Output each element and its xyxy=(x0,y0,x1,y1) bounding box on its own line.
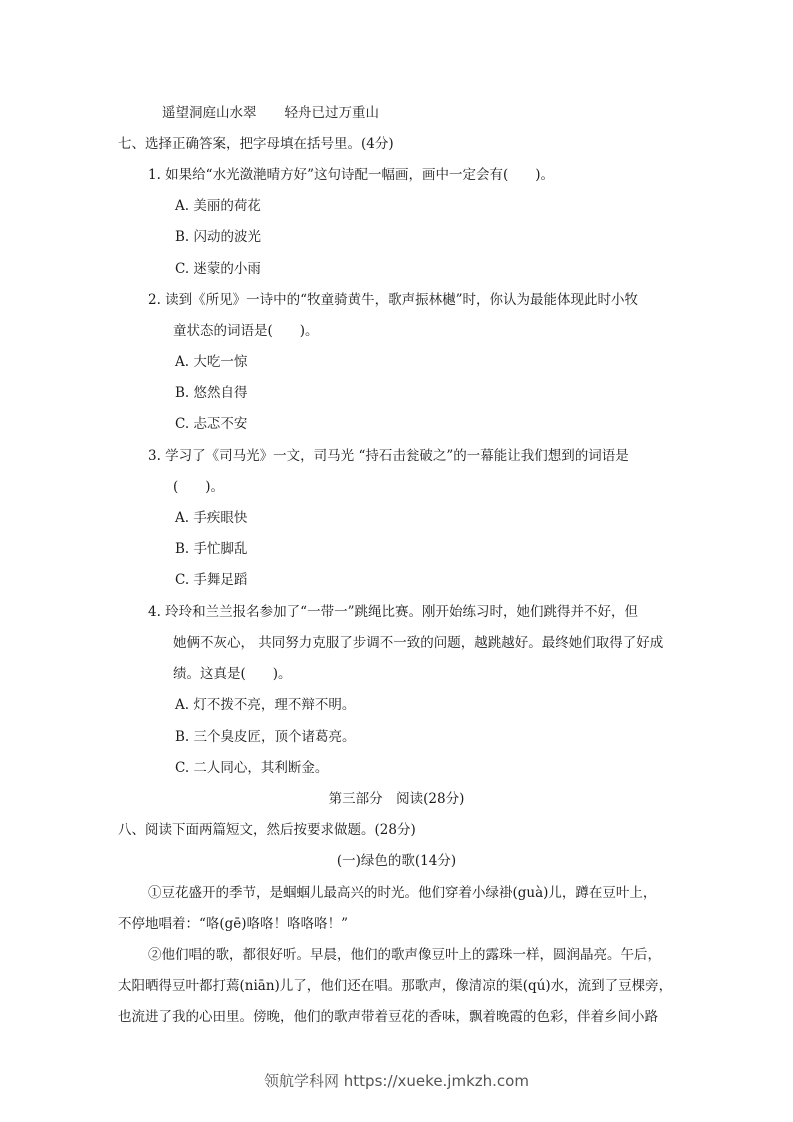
q1-option-a: A. 美丽的荷花 xyxy=(175,198,261,214)
paragraph-1: ①豆花盛开的季节，是蝈蝈儿最高兴的时光。他们穿着小绿褂(guà)儿，蹲在豆叶上， xyxy=(148,885,657,901)
q4-option-b: B. 三个臭皮匠，顶个诸葛亮。 xyxy=(175,729,356,745)
question-3: 3. 学习了《司马光》一文，司马光 “持石击瓮破之”的一幕能让我们想到的词语是 xyxy=(148,448,629,464)
question-3-cont: ( )。 xyxy=(173,479,225,495)
poem-lines xyxy=(162,104,379,122)
poem-line-2: 轻舟已过万重山 xyxy=(284,105,379,121)
question-4-cont-1: 她俩不灰心， 共同努力克服了步调不一致的问题，越跳越好。最终她们取得了好成 xyxy=(173,635,664,651)
paragraph-2-cont-1: 太阳晒得豆叶都打蔫(niān)儿了，他们还在唱。那歌声，像清凉的渠(qú)水，流到了豆棵旁， xyxy=(118,978,673,994)
q4-option-a: A. 灯不拨不亮，理不辩不明。 xyxy=(175,697,356,713)
q3-option-a: A. 手疾眼快 xyxy=(175,510,248,526)
question-4: 4. 玲玲和兰兰报名参加了“一带一”跳绳比赛。刚开始练习时，她们跳得并不好，但 xyxy=(148,604,638,620)
paragraph-1-cont: 不停地唱着：“咯(gē)咯咯！咯咯咯！” xyxy=(118,916,348,932)
q3-option-c: C. 手舞足蹈 xyxy=(175,572,248,588)
watermark-footer: 领航学科网 https://xueke.jmkzh.com xyxy=(264,1072,529,1090)
passage-1-title: (一)绿色的歌(14分) xyxy=(336,853,457,869)
paragraph-2-cont-2: 也流进了我的心田里。傍晚，他们的歌声带着豆花的香味，飘着晚霞的色彩，伴着乡间小路 xyxy=(118,1009,658,1025)
q1-option-b: B. 闪动的波光 xyxy=(175,229,262,245)
section-7-title: 七、选择正确答案，把字母填在括号里。(4分) xyxy=(118,136,394,152)
question-4-cont-2: 绩。这真是( )。 xyxy=(173,666,292,682)
q2-option-a: A. 大吃一惊 xyxy=(175,354,248,370)
paragraph-2: ②他们唱的歌，都很好听。早晨，他们的歌声像豆叶上的露珠一样，圆润晶亮。午后， xyxy=(148,947,661,963)
question-2-cont: 童状态的词语是( )。 xyxy=(173,323,319,339)
section-8-title: 八、阅读下面两篇短文，然后按要求做题。(28分) xyxy=(118,822,416,838)
q1-option-c: C. 迷蒙的小雨 xyxy=(175,261,261,277)
q2-option-b: B. 悠然自得 xyxy=(175,385,248,401)
question-1: 1. 如果给“水光潋滟晴方好”这句诗配一幅画，画中一定会有( )。 xyxy=(148,167,555,183)
part-3-title: 第三部分 阅读(28分) xyxy=(328,791,465,807)
poem-line-1: 遥望洞庭山水翠 xyxy=(162,105,257,121)
question-2: 2. 读到《所见》一诗中的“牧童骑黄牛，歌声振林樾”时，你认为最能体现此时小牧 xyxy=(148,292,638,308)
q2-option-c: C. 忐忑不安 xyxy=(175,416,248,432)
q3-option-b: B. 手忙脚乱 xyxy=(175,541,248,557)
q4-option-c: C. 二人同心，其利断金。 xyxy=(175,760,329,776)
